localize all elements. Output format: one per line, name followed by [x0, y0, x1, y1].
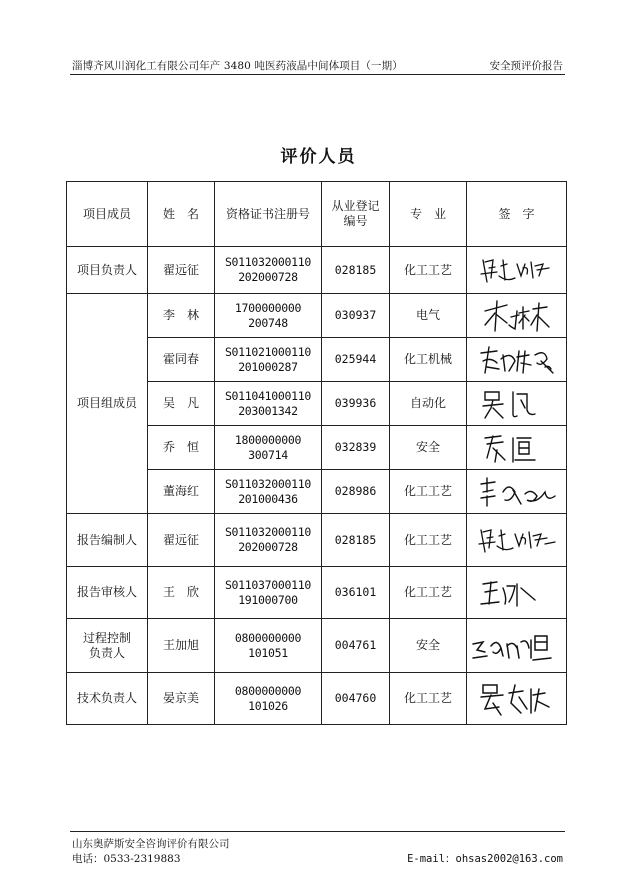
major-cell: 化工机械: [390, 338, 467, 382]
signature-image: [477, 430, 557, 466]
reg-cell: 028185: [322, 514, 390, 567]
reg-cell: 004760: [322, 673, 390, 725]
name-cell: 晏京美: [148, 673, 215, 725]
signature-cell: [467, 470, 567, 514]
cert-cell: S011032000110 202000728: [215, 514, 322, 567]
name-cell: 李 林: [148, 294, 215, 338]
reg-cell: 032839: [322, 426, 390, 470]
major-cell: 化工工艺: [390, 470, 467, 514]
cert-cell: S011032000110 202000728: [215, 247, 322, 294]
column-header-reg: 从业登记 编号: [322, 182, 390, 247]
page-title: 评价人员: [280, 147, 357, 167]
name-cell: 吴 凡: [148, 382, 215, 426]
role-cell: 报告审核人: [67, 567, 148, 619]
table-row: [67, 294, 567, 338]
table-row: [67, 619, 567, 673]
signature-cell: [467, 338, 567, 382]
column-header-major: 专 业: [390, 182, 467, 247]
footer-phone: 电话：0533-2319883: [72, 853, 181, 865]
evaluation-staff-table: [66, 181, 567, 725]
name-cell: 王加旭: [148, 619, 215, 673]
table-row: [67, 567, 567, 619]
name-cell: 翟远征: [148, 514, 215, 567]
reg-cell: 039936: [322, 382, 390, 426]
header-divider: [70, 74, 565, 75]
signature-image: [477, 386, 557, 422]
cert-cell: S011021000110 201000287: [215, 338, 322, 382]
column-header-signature: 签 字: [467, 182, 567, 247]
table-row: [67, 247, 567, 294]
signature-image: [477, 252, 557, 288]
reg-cell: 025944: [322, 338, 390, 382]
role-cell: 项目负责人: [67, 247, 148, 294]
signature-cell: [467, 382, 567, 426]
signature-cell: [467, 567, 567, 619]
major-cell: 化工工艺: [390, 247, 467, 294]
signature-cell: [467, 294, 567, 338]
signature-image: [477, 576, 557, 610]
name-cell: 董海红: [148, 470, 215, 514]
name-cell: 乔 恒: [148, 426, 215, 470]
signature-image: [475, 341, 559, 379]
signature-cell: [467, 619, 567, 673]
major-cell: 化工工艺: [390, 567, 467, 619]
role-cell: 技术负责人: [67, 673, 148, 725]
reg-cell: 030937: [322, 294, 390, 338]
signature-image: [475, 522, 559, 558]
signature-cell: [467, 426, 567, 470]
footer-email: E-mail：ohsas2002@163.com: [407, 853, 563, 865]
major-cell: 安全: [390, 619, 467, 673]
cert-cell: S011032000110 201000436: [215, 470, 322, 514]
name-cell: 翟远征: [148, 247, 215, 294]
signature-image: [477, 297, 557, 335]
footer-company: 山东奥萨斯安全咨询评价有限公司: [72, 838, 230, 850]
cert-cell: 0800000000 101026: [215, 673, 322, 725]
major-cell: 化工工艺: [390, 514, 467, 567]
column-header-name: 姓 名: [148, 182, 215, 247]
name-cell: 王 欣: [148, 567, 215, 619]
major-cell: 化工工艺: [390, 673, 467, 725]
header-report-type: 安全预评价报告: [489, 60, 563, 72]
footer-divider: [70, 831, 565, 832]
major-cell: 电气: [390, 294, 467, 338]
signature-image: [469, 626, 565, 666]
table-row: [67, 514, 567, 567]
cert-cell: 1700000000 200748: [215, 294, 322, 338]
header-project-title: 淄博齐风川润化工有限公司年产 3480 吨医药液晶中间体项目（一期）: [72, 60, 403, 72]
major-cell: 自动化: [390, 382, 467, 426]
reg-cell: 036101: [322, 567, 390, 619]
cert-cell: S011037000110 191000700: [215, 567, 322, 619]
role-cell: 报告编制人: [67, 514, 148, 567]
cert-cell: 1800000000 300714: [215, 426, 322, 470]
reg-cell: 028986: [322, 470, 390, 514]
cert-cell: S011041000110 203001342: [215, 382, 322, 426]
table-header-row: [67, 182, 567, 247]
name-cell: 霍同春: [148, 338, 215, 382]
column-header-cert: 资格证书注册号: [215, 182, 322, 247]
signature-image: [475, 679, 559, 719]
role-cell: 过程控制 负责人: [67, 619, 148, 673]
signature-cell: [467, 247, 567, 294]
role-cell: 项目组成员: [67, 294, 148, 514]
signature-cell: [467, 514, 567, 567]
column-header-member: 项目成员: [67, 182, 148, 247]
reg-cell: 004761: [322, 619, 390, 673]
reg-cell: 028185: [322, 247, 390, 294]
major-cell: 安全: [390, 426, 467, 470]
signature-cell: [467, 673, 567, 725]
signature-image: [475, 474, 559, 510]
table-row: [67, 673, 567, 725]
cert-cell: 0800000000 101051: [215, 619, 322, 673]
